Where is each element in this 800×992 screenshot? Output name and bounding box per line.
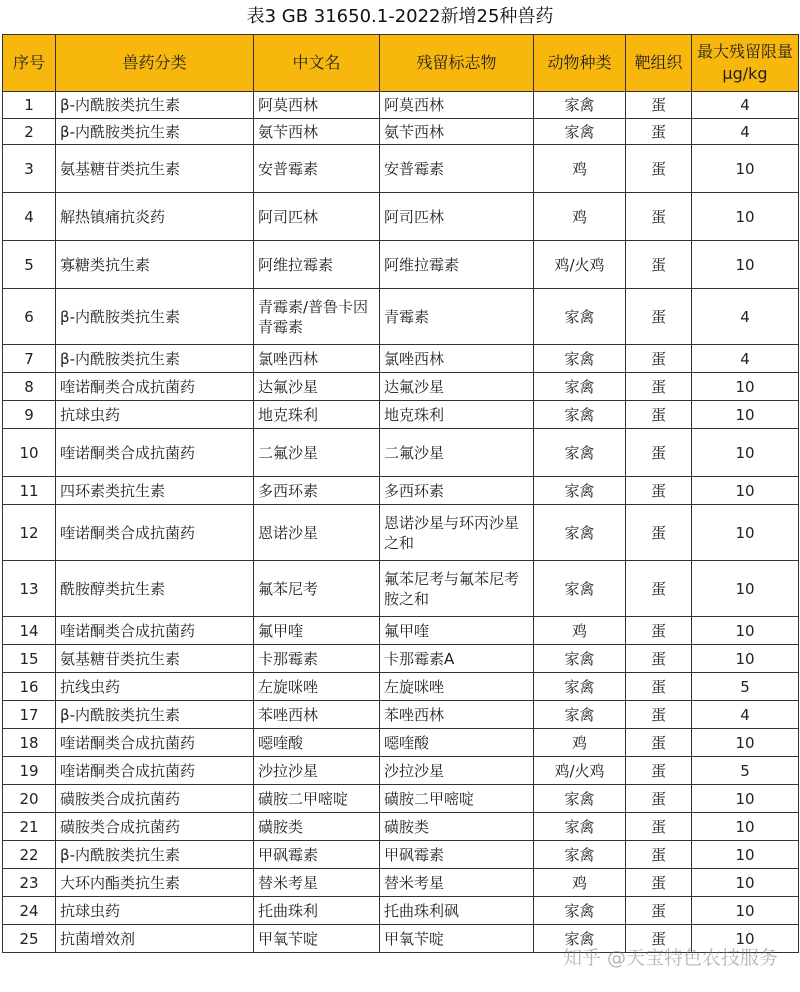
drug-category: 喹诺酮类合成抗菌药	[56, 757, 254, 785]
table-row	[3, 241, 799, 289]
drug-category: 四环素类抗生素	[56, 477, 254, 505]
table-row	[3, 289, 799, 345]
chinese-name: 安普霉素	[254, 145, 380, 193]
header-residue-marker: 残留标志物	[380, 35, 534, 92]
animal-species: 家禽	[534, 785, 626, 813]
target-tissue: 蛋	[626, 505, 692, 561]
drug-category: β-内酰胺类抗生素	[56, 92, 254, 119]
animal-species: 鸡	[534, 869, 626, 897]
row-number: 11	[3, 477, 56, 505]
target-tissue: 蛋	[626, 241, 692, 289]
target-tissue: 蛋	[626, 145, 692, 193]
max-residue-limit: 4	[692, 289, 799, 345]
max-residue-limit: 10	[692, 145, 799, 193]
table-row	[3, 645, 799, 673]
table-row	[3, 477, 799, 505]
residue-marker: 氟甲喹	[380, 617, 534, 645]
residue-marker: 苯唑西林	[380, 701, 534, 729]
veterinary-drug-table	[2, 34, 799, 953]
target-tissue: 蛋	[626, 193, 692, 241]
animal-species: 鸡	[534, 145, 626, 193]
animal-species: 家禽	[534, 289, 626, 345]
table-row	[3, 813, 799, 841]
table-row	[3, 401, 799, 429]
row-number: 10	[3, 429, 56, 477]
drug-category: β-内酰胺类抗生素	[56, 841, 254, 869]
animal-species: 鸡	[534, 193, 626, 241]
row-number: 1	[3, 92, 56, 119]
header-category: 兽药分类	[56, 35, 254, 92]
max-residue-limit: 10	[692, 193, 799, 241]
row-number: 20	[3, 785, 56, 813]
max-residue-limit: 10	[692, 617, 799, 645]
table-row	[3, 119, 799, 145]
row-number: 9	[3, 401, 56, 429]
residue-marker: 阿维拉霉素	[380, 241, 534, 289]
row-number: 6	[3, 289, 56, 345]
drug-category: 抗球虫药	[56, 897, 254, 925]
residue-marker: 阿司匹林	[380, 193, 534, 241]
target-tissue: 蛋	[626, 757, 692, 785]
drug-category: β-内酰胺类抗生素	[56, 289, 254, 345]
drug-category: 喹诺酮类合成抗菌药	[56, 505, 254, 561]
max-residue-limit: 10	[692, 429, 799, 477]
target-tissue: 蛋	[626, 401, 692, 429]
drug-category: 抗线虫药	[56, 673, 254, 701]
watermark: 知乎 @天宝特色农技服务	[562, 947, 778, 969]
table-row	[3, 617, 799, 645]
animal-species: 家禽	[534, 345, 626, 373]
table-row	[3, 897, 799, 925]
animal-species: 家禽	[534, 673, 626, 701]
row-number: 12	[3, 505, 56, 561]
chinese-name: 氯唑西林	[254, 345, 380, 373]
animal-species: 家禽	[534, 429, 626, 477]
target-tissue: 蛋	[626, 841, 692, 869]
drug-category: 酰胺醇类抗生素	[56, 561, 254, 617]
row-number: 4	[3, 193, 56, 241]
chinese-name: 卡那霉素	[254, 645, 380, 673]
target-tissue: 蛋	[626, 289, 692, 345]
row-number: 3	[3, 145, 56, 193]
animal-species: 家禽	[534, 401, 626, 429]
animal-species: 鸡/火鸡	[534, 757, 626, 785]
header-no: 序号	[3, 35, 56, 92]
row-number: 17	[3, 701, 56, 729]
chinese-name: 替米考星	[254, 869, 380, 897]
animal-species: 鸡/火鸡	[534, 241, 626, 289]
chinese-name: 左旋咪唑	[254, 673, 380, 701]
chinese-name: 青霉素/普鲁卡因青霉素	[254, 289, 380, 345]
chinese-name: 苯唑西林	[254, 701, 380, 729]
max-residue-limit: 10	[692, 241, 799, 289]
target-tissue: 蛋	[626, 813, 692, 841]
row-number: 7	[3, 345, 56, 373]
header-mrl: 最大残留限量μg/kg	[692, 35, 799, 92]
header-animal-species: 动物种类	[534, 35, 626, 92]
target-tissue: 蛋	[626, 729, 692, 757]
row-number: 23	[3, 869, 56, 897]
max-residue-limit: 5	[692, 673, 799, 701]
row-number: 16	[3, 673, 56, 701]
table-row	[3, 673, 799, 701]
drug-category: 磺胺类合成抗菌药	[56, 813, 254, 841]
target-tissue: 蛋	[626, 645, 692, 673]
drug-category: β-内酰胺类抗生素	[56, 345, 254, 373]
chinese-name: 阿维拉霉素	[254, 241, 380, 289]
drug-category: 氨基糖苷类抗生素	[56, 145, 254, 193]
residue-marker: 替米考星	[380, 869, 534, 897]
target-tissue: 蛋	[626, 673, 692, 701]
drug-category: 解热镇痛抗炎药	[56, 193, 254, 241]
drug-category: 喹诺酮类合成抗菌药	[56, 617, 254, 645]
animal-species: 家禽	[534, 841, 626, 869]
target-tissue: 蛋	[626, 869, 692, 897]
animal-species: 家禽	[534, 119, 626, 145]
drug-category: 抗菌增效剂	[56, 925, 254, 953]
chinese-name: 地克珠利	[254, 401, 380, 429]
drug-category: 大环内酯类抗生素	[56, 869, 254, 897]
chinese-name: 二氟沙星	[254, 429, 380, 477]
chinese-name: 恩诺沙星	[254, 505, 380, 561]
residue-marker: 达氟沙星	[380, 373, 534, 401]
residue-marker: 托曲珠利砜	[380, 897, 534, 925]
animal-species: 家禽	[534, 561, 626, 617]
target-tissue: 蛋	[626, 429, 692, 477]
max-residue-limit: 10	[692, 645, 799, 673]
max-residue-limit: 4	[692, 701, 799, 729]
max-residue-limit: 10	[692, 477, 799, 505]
chinese-name: 甲氧苄啶	[254, 925, 380, 953]
residue-marker: 甲砜霉素	[380, 841, 534, 869]
residue-marker: 二氟沙星	[380, 429, 534, 477]
table-row	[3, 701, 799, 729]
chinese-name: 磺胺二甲嘧啶	[254, 785, 380, 813]
row-number: 2	[3, 119, 56, 145]
table-row	[3, 561, 799, 617]
residue-marker: 左旋咪唑	[380, 673, 534, 701]
residue-marker: 氟苯尼考与氟苯尼考胺之和	[380, 561, 534, 617]
residue-marker: 氯唑西林	[380, 345, 534, 373]
residue-marker: 青霉素	[380, 289, 534, 345]
residue-marker: 阿莫西林	[380, 92, 534, 119]
target-tissue: 蛋	[626, 119, 692, 145]
chinese-name: 氟甲喹	[254, 617, 380, 645]
table-title: 表3 GB 31650.1-2022新增25种兽药	[246, 6, 554, 27]
animal-species: 家禽	[534, 645, 626, 673]
row-number: 8	[3, 373, 56, 401]
table-row	[3, 785, 799, 813]
max-residue-limit: 4	[692, 92, 799, 119]
row-number: 18	[3, 729, 56, 757]
max-residue-limit: 10	[692, 925, 799, 953]
chinese-name: 托曲珠利	[254, 897, 380, 925]
target-tissue: 蛋	[626, 561, 692, 617]
chinese-name: 阿司匹林	[254, 193, 380, 241]
animal-species: 家禽	[534, 813, 626, 841]
chinese-name: 磺胺类	[254, 813, 380, 841]
table-row	[3, 757, 799, 785]
header-chinese-name: 中文名	[254, 35, 380, 92]
residue-marker: 噁喹酸	[380, 729, 534, 757]
row-number: 5	[3, 241, 56, 289]
residue-marker: 磺胺二甲嘧啶	[380, 785, 534, 813]
residue-marker: 恩诺沙星与环丙沙星之和	[380, 505, 534, 561]
animal-species: 家禽	[534, 701, 626, 729]
animal-species: 家禽	[534, 897, 626, 925]
row-number: 22	[3, 841, 56, 869]
max-residue-limit: 5	[692, 757, 799, 785]
target-tissue: 蛋	[626, 92, 692, 119]
table-row	[3, 925, 799, 953]
residue-marker: 氨苄西林	[380, 119, 534, 145]
animal-species: 家禽	[534, 505, 626, 561]
residue-marker: 多西环素	[380, 477, 534, 505]
drug-category: 喹诺酮类合成抗菌药	[56, 729, 254, 757]
row-number: 15	[3, 645, 56, 673]
residue-marker: 磺胺类	[380, 813, 534, 841]
animal-species: 鸡	[534, 729, 626, 757]
residue-marker: 甲氧苄啶	[380, 925, 534, 953]
max-residue-limit: 4	[692, 119, 799, 145]
residue-marker: 沙拉沙星	[380, 757, 534, 785]
row-number: 25	[3, 925, 56, 953]
row-number: 21	[3, 813, 56, 841]
max-residue-limit: 10	[692, 729, 799, 757]
drug-category: 氨基糖苷类抗生素	[56, 645, 254, 673]
table-row	[3, 429, 799, 477]
residue-marker: 卡那霉素A	[380, 645, 534, 673]
target-tissue: 蛋	[626, 373, 692, 401]
max-residue-limit: 10	[692, 785, 799, 813]
drug-category: 抗球虫药	[56, 401, 254, 429]
row-number: 24	[3, 897, 56, 925]
drug-category: 喹诺酮类合成抗菌药	[56, 429, 254, 477]
table-row	[3, 345, 799, 373]
table-row	[3, 729, 799, 757]
drug-category: β-内酰胺类抗生素	[56, 119, 254, 145]
target-tissue: 蛋	[626, 345, 692, 373]
drug-category: 寡糖类抗生素	[56, 241, 254, 289]
target-tissue: 蛋	[626, 925, 692, 953]
max-residue-limit: 10	[692, 897, 799, 925]
max-residue-limit: 10	[692, 373, 799, 401]
animal-species: 家禽	[534, 925, 626, 953]
chinese-name: 氟苯尼考	[254, 561, 380, 617]
animal-species: 家禽	[534, 373, 626, 401]
target-tissue: 蛋	[626, 701, 692, 729]
chinese-name: 多西环素	[254, 477, 380, 505]
table-row	[3, 92, 799, 119]
table-row	[3, 505, 799, 561]
max-residue-limit: 10	[692, 505, 799, 561]
max-residue-limit: 10	[692, 813, 799, 841]
animal-species: 鸡	[534, 617, 626, 645]
table-row	[3, 193, 799, 241]
table-row	[3, 841, 799, 869]
row-number: 13	[3, 561, 56, 617]
chinese-name: 氨苄西林	[254, 119, 380, 145]
chinese-name: 阿莫西林	[254, 92, 380, 119]
header-row	[3, 35, 799, 92]
target-tissue: 蛋	[626, 785, 692, 813]
residue-marker: 安普霉素	[380, 145, 534, 193]
row-number: 14	[3, 617, 56, 645]
max-residue-limit: 10	[692, 841, 799, 869]
max-residue-limit: 4	[692, 345, 799, 373]
max-residue-limit: 10	[692, 401, 799, 429]
target-tissue: 蛋	[626, 897, 692, 925]
animal-species: 家禽	[534, 92, 626, 119]
drug-category: β-内酰胺类抗生素	[56, 701, 254, 729]
max-residue-limit: 10	[692, 561, 799, 617]
max-residue-limit: 10	[692, 869, 799, 897]
residue-marker: 地克珠利	[380, 401, 534, 429]
animal-species: 家禽	[534, 477, 626, 505]
chinese-name: 达氟沙星	[254, 373, 380, 401]
row-number: 19	[3, 757, 56, 785]
target-tissue: 蛋	[626, 617, 692, 645]
table-row	[3, 869, 799, 897]
table-row	[3, 145, 799, 193]
table-row	[3, 373, 799, 401]
drug-category: 喹诺酮类合成抗菌药	[56, 373, 254, 401]
chinese-name: 甲砜霉素	[254, 841, 380, 869]
target-tissue: 蛋	[626, 477, 692, 505]
drug-category: 磺胺类合成抗菌药	[56, 785, 254, 813]
chinese-name: 噁喹酸	[254, 729, 380, 757]
chinese-name: 沙拉沙星	[254, 757, 380, 785]
header-target-tissue: 靶组织	[626, 35, 692, 92]
